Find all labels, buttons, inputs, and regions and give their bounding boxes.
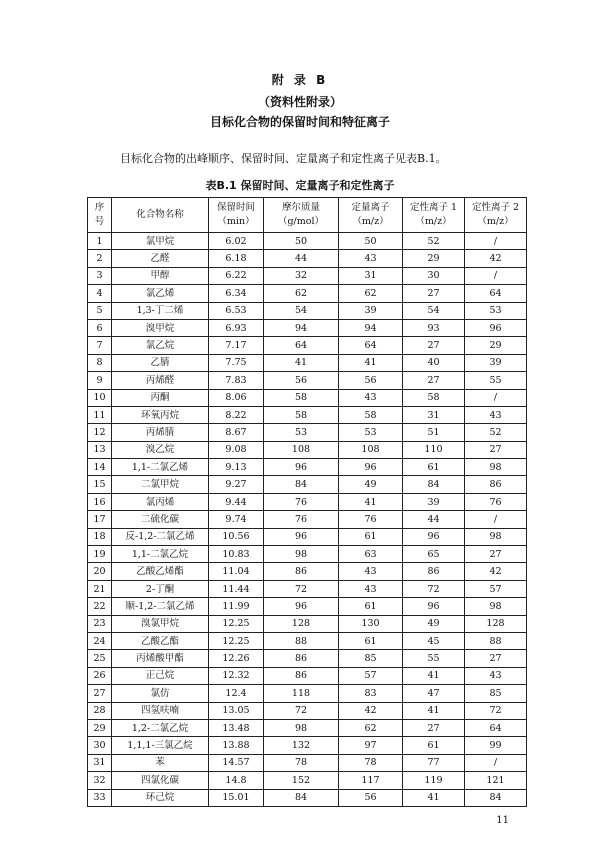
index-cell: 19 [88, 546, 112, 563]
table-row [88, 685, 527, 702]
compound-cell: 环己烷 [112, 789, 209, 806]
index-cell: 10 [88, 389, 112, 406]
retention-cell: 7.17 [209, 337, 264, 354]
index-cell: 32 [88, 772, 112, 789]
table-row [88, 406, 527, 423]
table-caption: 表B.1 保留时间、定量离子和定性离子 [205, 179, 395, 192]
qual-ion-1-cell: 44 [403, 511, 465, 528]
retention-cell: 12.25 [209, 632, 264, 649]
molar-mass-cell: 132 [264, 737, 339, 754]
table-row [88, 285, 527, 302]
header-quant-ion-line1: 定量离子 [351, 202, 390, 213]
molar-mass-cell: 98 [264, 546, 339, 563]
header-qual-ion-1-line1: 定性离子 1 [409, 202, 458, 213]
table-row [88, 267, 527, 284]
quant-ion-cell: 41 [339, 354, 403, 371]
qual-ion-1-cell: 93 [403, 319, 465, 336]
molar-mass-cell: 96 [264, 459, 339, 476]
qual-ion-2-cell: 99 [465, 737, 527, 754]
quant-ion-cell: 41 [339, 493, 403, 510]
molar-mass-cell: 50 [264, 233, 339, 250]
qual-ion-2-cell: 27 [465, 546, 527, 563]
quant-ion-cell: 76 [339, 511, 403, 528]
table-row [88, 737, 527, 754]
qual-ion-1-cell: 41 [403, 667, 465, 684]
table-row [88, 650, 527, 667]
compound-cell: 氯甲烷 [112, 233, 209, 250]
index-cell: 26 [88, 667, 112, 684]
qual-ion-2-cell: 98 [465, 528, 527, 545]
index-cell: 1 [88, 233, 112, 250]
molar-mass-cell: 96 [264, 528, 339, 545]
qual-ion-2-cell: 76 [465, 493, 527, 510]
retention-cell: 11.99 [209, 598, 264, 615]
index-cell: 28 [88, 702, 112, 719]
header-qual-ion-2-line1: 定性离子 2 [471, 202, 520, 213]
qual-ion-2-cell: 53 [465, 302, 527, 319]
retention-cell: 8.06 [209, 389, 264, 406]
retention-cell: 8.67 [209, 424, 264, 441]
quant-ion-cell: 62 [339, 719, 403, 736]
table-body [88, 233, 527, 807]
index-cell: 24 [88, 632, 112, 649]
qual-ion-1-cell: 41 [403, 702, 465, 719]
compound-cell: 1,3-丁二烯 [112, 302, 209, 319]
qual-ion-1-cell: 41 [403, 789, 465, 806]
table-row [88, 372, 527, 389]
table-row [88, 546, 527, 563]
index-cell: 17 [88, 511, 112, 528]
qual-ion-2-cell: 43 [465, 406, 527, 423]
index-cell: 23 [88, 615, 112, 632]
table-header-row [88, 198, 527, 233]
header-index-line1: 序 [94, 202, 105, 213]
index-cell: 5 [88, 302, 112, 319]
compound-cell: 顺-1,2-二氯乙烯 [112, 598, 209, 615]
molar-mass-cell: 53 [264, 424, 339, 441]
header-quant-ion [339, 198, 403, 233]
qual-ion-1-cell: 40 [403, 354, 465, 371]
molar-mass-cell: 32 [264, 267, 339, 284]
quant-ion-cell: 63 [339, 546, 403, 563]
qual-ion-1-cell: 31 [403, 406, 465, 423]
quant-ion-cell: 43 [339, 580, 403, 597]
table-row [88, 250, 527, 267]
qual-ion-1-cell: 45 [403, 632, 465, 649]
retention-cell: 13.48 [209, 719, 264, 736]
compound-cell: 甲醇 [112, 267, 209, 284]
qual-ion-2-cell: 84 [465, 789, 527, 806]
table-row [88, 319, 527, 336]
quant-ion-cell: 50 [339, 233, 403, 250]
header-index-line2: 号 [94, 216, 105, 227]
table-row [88, 702, 527, 719]
retention-cell: 9.74 [209, 511, 264, 528]
compound-cell: 苯 [112, 754, 209, 771]
index-cell: 22 [88, 598, 112, 615]
qual-ion-1-cell: 47 [403, 685, 465, 702]
header-qual-ion-1 [403, 198, 465, 233]
compound-cell: 正己烷 [112, 667, 209, 684]
index-cell: 12 [88, 424, 112, 441]
retention-cell: 6.53 [209, 302, 264, 319]
index-cell: 20 [88, 563, 112, 580]
molar-mass-cell: 41 [264, 354, 339, 371]
molar-mass-cell: 72 [264, 702, 339, 719]
qual-ion-2-cell: 52 [465, 424, 527, 441]
quant-ion-cell: 56 [339, 789, 403, 806]
index-cell: 7 [88, 337, 112, 354]
index-cell: 31 [88, 754, 112, 771]
quant-ion-cell: 108 [339, 441, 403, 458]
quant-ion-cell: 62 [339, 285, 403, 302]
table-row [88, 459, 527, 476]
header-retention-line2: （min） [217, 216, 255, 227]
table-row [88, 424, 527, 441]
retention-cell: 15.01 [209, 789, 264, 806]
molar-mass-cell: 64 [264, 337, 339, 354]
header-qual-ion-1-line2: （m/z） [415, 216, 452, 227]
retention-cell: 13.88 [209, 737, 264, 754]
table-row [88, 476, 527, 493]
retention-cell: 6.34 [209, 285, 264, 302]
header-quant-ion-line2: （m/z） [352, 216, 389, 227]
table-row [88, 389, 527, 406]
table-row [88, 754, 527, 771]
compound-cell: 环氧丙烷 [112, 406, 209, 423]
molar-mass-cell: 108 [264, 441, 339, 458]
qual-ion-1-cell: 52 [403, 233, 465, 250]
retention-cell: 9.44 [209, 493, 264, 510]
qual-ion-1-cell: 84 [403, 476, 465, 493]
compound-cell: 溴甲烷 [112, 319, 209, 336]
retention-cell: 6.18 [209, 250, 264, 267]
qual-ion-2-cell: 27 [465, 650, 527, 667]
qual-ion-1-cell: 96 [403, 528, 465, 545]
compound-cell: 溴乙烷 [112, 441, 209, 458]
quant-ion-cell: 43 [339, 250, 403, 267]
qual-ion-1-cell: 61 [403, 459, 465, 476]
quant-ion-cell: 58 [339, 406, 403, 423]
table-row [88, 493, 527, 510]
quant-ion-cell: 64 [339, 337, 403, 354]
molar-mass-cell: 76 [264, 511, 339, 528]
molar-mass-cell: 88 [264, 632, 339, 649]
appendix-subtitle: 目标化合物的保留时间和特征离子 [209, 115, 390, 129]
molar-mass-cell: 84 [264, 789, 339, 806]
compound-cell: 乙酸乙烯酯 [112, 563, 209, 580]
qual-ion-2-cell: 85 [465, 685, 527, 702]
compound-cell: 丙烯腈 [112, 424, 209, 441]
qual-ion-2-cell: 86 [465, 476, 527, 493]
compound-cell: 1,1-二氯乙烯 [112, 459, 209, 476]
quant-ion-cell: 49 [339, 476, 403, 493]
compound-cell: 丙酮 [112, 389, 209, 406]
qual-ion-1-cell: 30 [403, 267, 465, 284]
retention-cell: 12.32 [209, 667, 264, 684]
quant-ion-cell: 53 [339, 424, 403, 441]
table-row [88, 337, 527, 354]
index-cell: 25 [88, 650, 112, 667]
index-cell: 15 [88, 476, 112, 493]
retention-cell: 6.93 [209, 319, 264, 336]
quant-ion-cell: 61 [339, 598, 403, 615]
qual-ion-2-cell: 64 [465, 719, 527, 736]
qual-ion-2-cell: 42 [465, 250, 527, 267]
qual-ion-1-cell: 61 [403, 737, 465, 754]
table-row [88, 441, 527, 458]
compound-cell: 乙酸乙酯 [112, 632, 209, 649]
qual-ion-2-cell: 98 [465, 598, 527, 615]
compound-cell: 1,2-二氯乙烷 [112, 719, 209, 736]
retention-cell: 7.83 [209, 372, 264, 389]
qual-ion-1-cell: 54 [403, 302, 465, 319]
table-row [88, 789, 527, 806]
qual-ion-2-cell: 88 [465, 632, 527, 649]
quant-ion-cell: 94 [339, 319, 403, 336]
qual-ion-2-cell: 72 [465, 702, 527, 719]
appendix-type: （资料性附录） [257, 95, 342, 109]
index-cell: 29 [88, 719, 112, 736]
quant-ion-cell: 61 [339, 528, 403, 545]
intro-paragraph: 目标化合物的出峰顺序、保留时间、定量离子和定性离子见表B.1。 [120, 152, 447, 165]
compound-cell: 1,1,1-三氯乙烷 [112, 737, 209, 754]
retention-table [87, 197, 527, 807]
compound-cell: 氯乙烷 [112, 337, 209, 354]
index-cell: 13 [88, 441, 112, 458]
compound-cell: 丙烯醛 [112, 372, 209, 389]
molar-mass-cell: 56 [264, 372, 339, 389]
compound-cell: 乙醛 [112, 250, 209, 267]
quant-ion-cell: 83 [339, 685, 403, 702]
molar-mass-cell: 96 [264, 598, 339, 615]
table-row [88, 598, 527, 615]
qual-ion-2-cell: 42 [465, 563, 527, 580]
index-cell: 9 [88, 372, 112, 389]
table-row [88, 615, 527, 632]
header-retention-line1: 保留时间 [216, 202, 255, 213]
qual-ion-1-cell: 39 [403, 493, 465, 510]
index-cell: 21 [88, 580, 112, 597]
qual-ion-1-cell: 49 [403, 615, 465, 632]
molar-mass-cell: 86 [264, 667, 339, 684]
index-cell: 18 [88, 528, 112, 545]
index-cell: 14 [88, 459, 112, 476]
qual-ion-1-cell: 51 [403, 424, 465, 441]
header-molar-mass [264, 198, 339, 233]
table-row [88, 772, 527, 789]
retention-cell: 12.26 [209, 650, 264, 667]
table-row [88, 563, 527, 580]
table-row [88, 528, 527, 545]
appendix-title: 附 录 B [271, 73, 329, 87]
qual-ion-1-cell: 77 [403, 754, 465, 771]
qual-ion-2-cell: 96 [465, 319, 527, 336]
header-compound-line1: 化合物名称 [136, 209, 184, 220]
compound-cell: 氯仿 [112, 685, 209, 702]
table-row [88, 632, 527, 649]
qual-ion-1-cell: 55 [403, 650, 465, 667]
molar-mass-cell: 152 [264, 772, 339, 789]
qual-ion-1-cell: 119 [403, 772, 465, 789]
quant-ion-cell: 57 [339, 667, 403, 684]
qual-ion-1-cell: 29 [403, 250, 465, 267]
quant-ion-cell: 43 [339, 389, 403, 406]
qual-ion-2-cell: 27 [465, 441, 527, 458]
quant-ion-cell: 31 [339, 267, 403, 284]
molar-mass-cell: 86 [264, 650, 339, 667]
index-cell: 16 [88, 493, 112, 510]
table-row [88, 511, 527, 528]
compound-cell: 氯乙烯 [112, 285, 209, 302]
index-cell: 2 [88, 250, 112, 267]
qual-ion-1-cell: 96 [403, 598, 465, 615]
retention-cell: 6.22 [209, 267, 264, 284]
compound-cell: 丙烯酸甲酯 [112, 650, 209, 667]
molar-mass-cell: 76 [264, 493, 339, 510]
index-cell: 33 [88, 789, 112, 806]
qual-ion-1-cell: 65 [403, 546, 465, 563]
table-row [88, 302, 527, 319]
qual-ion-2-cell: / [465, 267, 527, 284]
retention-cell: 12.25 [209, 615, 264, 632]
qual-ion-1-cell: 27 [403, 285, 465, 302]
molar-mass-cell: 44 [264, 250, 339, 267]
qual-ion-2-cell: / [465, 233, 527, 250]
quant-ion-cell: 56 [339, 372, 403, 389]
qual-ion-2-cell: 43 [465, 667, 527, 684]
molar-mass-cell: 54 [264, 302, 339, 319]
index-cell: 27 [88, 685, 112, 702]
molar-mass-cell: 62 [264, 285, 339, 302]
page-number: 11 [496, 815, 509, 826]
qual-ion-2-cell: 98 [465, 459, 527, 476]
retention-cell: 9.13 [209, 459, 264, 476]
retention-cell: 7.75 [209, 354, 264, 371]
quant-ion-cell: 85 [339, 650, 403, 667]
index-cell: 30 [88, 737, 112, 754]
molar-mass-cell: 128 [264, 615, 339, 632]
quant-ion-cell: 61 [339, 632, 403, 649]
retention-cell: 8.22 [209, 406, 264, 423]
header-index [88, 198, 112, 233]
molar-mass-cell: 94 [264, 319, 339, 336]
qual-ion-2-cell: / [465, 389, 527, 406]
compound-cell: 氯丙烯 [112, 493, 209, 510]
quant-ion-cell: 130 [339, 615, 403, 632]
retention-cell: 9.08 [209, 441, 264, 458]
qual-ion-1-cell: 110 [403, 441, 465, 458]
retention-cell: 11.44 [209, 580, 264, 597]
compound-cell: 2-丁酮 [112, 580, 209, 597]
table-row [88, 354, 527, 371]
header-retention [209, 198, 264, 233]
header-molar-mass-line1: 摩尔质量 [281, 202, 320, 213]
retention-cell: 9.27 [209, 476, 264, 493]
molar-mass-cell: 78 [264, 754, 339, 771]
quant-ion-cell: 78 [339, 754, 403, 771]
header-qual-ion-2 [465, 198, 527, 233]
molar-mass-cell: 58 [264, 389, 339, 406]
index-cell: 11 [88, 406, 112, 423]
qual-ion-2-cell: 29 [465, 337, 527, 354]
table-row [88, 580, 527, 597]
qual-ion-1-cell: 27 [403, 372, 465, 389]
retention-cell: 14.57 [209, 754, 264, 771]
retention-cell: 10.83 [209, 546, 264, 563]
quant-ion-cell: 39 [339, 302, 403, 319]
retention-cell: 14.8 [209, 772, 264, 789]
quant-ion-cell: 97 [339, 737, 403, 754]
molar-mass-cell: 98 [264, 719, 339, 736]
qual-ion-2-cell: / [465, 511, 527, 528]
quant-ion-cell: 43 [339, 563, 403, 580]
compound-cell: 二硫化碳 [112, 511, 209, 528]
molar-mass-cell: 72 [264, 580, 339, 597]
index-cell: 8 [88, 354, 112, 371]
compound-cell: 四氯化碳 [112, 772, 209, 789]
retention-cell: 13.05 [209, 702, 264, 719]
compound-cell: 反-1,2-二氯乙烯 [112, 528, 209, 545]
table-row [88, 233, 527, 250]
quant-ion-cell: 42 [339, 702, 403, 719]
qual-ion-2-cell: 64 [465, 285, 527, 302]
retention-cell: 6.02 [209, 233, 264, 250]
quant-ion-cell: 117 [339, 772, 403, 789]
qual-ion-2-cell: / [465, 754, 527, 771]
qual-ion-1-cell: 72 [403, 580, 465, 597]
qual-ion-2-cell: 55 [465, 372, 527, 389]
qual-ion-1-cell: 27 [403, 719, 465, 736]
qual-ion-1-cell: 27 [403, 337, 465, 354]
molar-mass-cell: 84 [264, 476, 339, 493]
molar-mass-cell: 118 [264, 685, 339, 702]
qual-ion-2-cell: 39 [465, 354, 527, 371]
header-molar-mass-line2: （g/mol） [277, 216, 325, 227]
header-compound [112, 198, 209, 233]
index-cell: 6 [88, 319, 112, 336]
compound-cell: 二氯甲烷 [112, 476, 209, 493]
qual-ion-2-cell: 128 [465, 615, 527, 632]
compound-cell: 溴氯甲烷 [112, 615, 209, 632]
retention-cell: 12.4 [209, 685, 264, 702]
molar-mass-cell: 86 [264, 563, 339, 580]
qual-ion-2-cell: 121 [465, 772, 527, 789]
retention-cell: 11.04 [209, 563, 264, 580]
index-cell: 4 [88, 285, 112, 302]
quant-ion-cell: 96 [339, 459, 403, 476]
header-qual-ion-2-line2: （m/z） [477, 216, 514, 227]
qual-ion-1-cell: 86 [403, 563, 465, 580]
table-row [88, 719, 527, 736]
molar-mass-cell: 58 [264, 406, 339, 423]
compound-cell: 四氢呋喃 [112, 702, 209, 719]
index-cell: 3 [88, 267, 112, 284]
compound-cell: 1,1-二氯乙烷 [112, 546, 209, 563]
qual-ion-1-cell: 58 [403, 389, 465, 406]
qual-ion-2-cell: 57 [465, 580, 527, 597]
retention-cell: 10.56 [209, 528, 264, 545]
table-row [88, 667, 527, 684]
compound-cell: 乙腈 [112, 354, 209, 371]
